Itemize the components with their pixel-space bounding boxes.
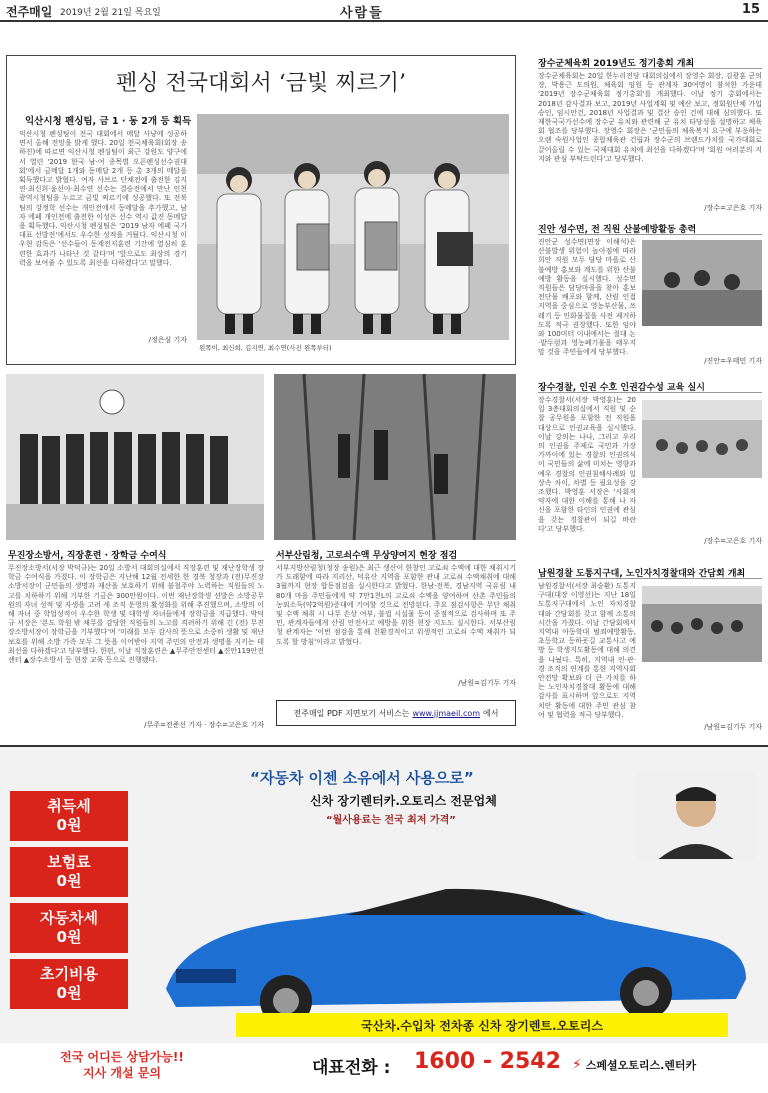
jangsu-police-credit: /장수=고은호 기자 (704, 537, 762, 545)
namwon-credit: /남원=김기두 기자 (704, 723, 762, 731)
company-name: ⚡ 스페셜오토리스.렌터카 (572, 1057, 697, 1073)
section-title: 사람들 (340, 6, 384, 21)
forest-inspection-photo (274, 374, 516, 540)
jinan-photo (642, 240, 762, 326)
ad-line2: “월사용료는 전국 최저 가격” (326, 815, 456, 826)
fencing-subtitle: 익산시청 펜싱팀, 금 1 · 동 2개 등 획득 (25, 116, 192, 127)
phone-number[interactable]: 1600 - 2542 (414, 1049, 561, 1074)
namwon-headline: 남원경찰 도통지구대, 노인자치경찰대와 간담회 개최 (538, 569, 746, 579)
fencing-body: 익산시청 펜싱팀이 전국 대회에서 메달 사냥에 성공하면서 올해 전망을 밝게 했다. 20일 전국체육회(회장 송하진)에 따르면 익산시청 펜싱팀이 최근 강원도 양구에서 열린 '2019 한국 남·여 종목별 오픈펜싱선수권대회'에서 금메달 1개와 동메달 2개 등 총 3개의 메달을 획득했다고 밝혔다. 여자 사브르 단체전에 출전한 김지연·최신희·윤선아·최수연 선수는 결승전에서 만난 인천광역시청팀을 누르고 금빛 찌르기에 성공했다. 또 전북팀의 강정학 선수는 개인전에서 동메달을 추가했고, 남자 에페 개인전에 출전한 이성은 선수 역시 값진 동메달을 획득했다. 익산시청 펜싱팀은 '2019 남자 에페 국가대표 선발전'에서도 우수한 성적을 거뒀다. 익산시청 이우현 감독은 '선수들이 동계전지훈련 기간에 열심히 훈련한 효과가 나타난 것 같다'며 '앞으로도 최상의 경기력을 보여줄 수 있도록 최선을 다하겠다'고 말했다. (19, 130, 187, 267)
newspaper-brand: 전주매일 (6, 5, 53, 19)
fire-station-body: 무진장소방서(서장 박덕규)는 20일 소방서 대회의실에서 직장훈련 및 재난장학생 장학금 수여식을 가졌다. 이 장학금은 지난해 12월 전세한 한 경북 청장과 (전)무진장소방서장이 군민들의 생명과 재산을 보호하기 위해 불철주야 노력하는 직원들의 노고를 치하하기 위해 기부한 기금은 300만원이다. 이번 재난장학생 선발은 소방공무원의 자녀 성적 및 자생을 고려 세 조직 운영의 활성화를 위해 추진했으며, 소방의 이해 자녀 중 학업성적이 우수한 학생 및 대학생 자녀들에게 장학금을 지급했다. 박덕규 서장은 '본도 학원 밖 채무를 감당한 직원들의 노고를 격려하기 위해 긴 (전) 무진장소방서장이 장학금을 기부했다'며 '미래를 모두 감사의 뜻으로 소중히 생활 및 재난보호를 위해 소방 가족 모두 그 뜻을 이어받아 지역 주민의 안전과 생명을 지키는 데 최선을 다하겠다'고 당부했다. 한편, 이날 직장훈련은 ▲무주안전센터 ▲진안119안전센터 ▲장수소방서 등 현장 교육 등으로 진행됐다. (8, 564, 265, 665)
lightning-logo-icon: ⚡ (572, 1057, 582, 1073)
divider (538, 578, 762, 579)
zero-item-car-tax: 자동차세 0원 (10, 903, 128, 953)
divider (8, 560, 264, 561)
divider (538, 68, 762, 69)
page-header (0, 0, 768, 22)
jinan-credit: /진안=우태민 기자 (704, 357, 762, 365)
jangsu-police-body: 장수경찰서(서장 박영훈)는 20일 3층대회의실에서 직원 및 순찰 공무원을 포함한 전 직원을 대상으로 인권교육을 실시했다. 이날 강의는 나나, 그리고 우리의 인권을 주제로 국민과 가장 가까이에 있는 경찰의 인권의식이 국민들의 삶에 미치는 영향과 예우 경찰의 인권침해사례와 일상속 차이, 차별 등 필요성을 강조했다. 박영훈 서장은 '사회적 약자에 대한 이해를 통해 나 자신을 포함한 타인의 인권에 관심을 갖는 경찰관이 되길 바란다'고 당부했다. (538, 396, 636, 533)
forest-headline: 서부산림청, 고로쇠수액 무상양여지 현장 점검 (276, 551, 458, 561)
divider (276, 560, 516, 561)
fencing-photo-caption: 왼쪽이, 최신희, 김지연, 최수연(사진 왼쪽부터) (199, 344, 332, 352)
car-lease-ad (0, 745, 768, 1091)
namwon-body: 남원경찰서(서장 최승환) 도통지구대(대장 이영선)는 지난 18일 도통지구대에서 노인 자치경찰대와 간담회를 갖고 함께 소통의 시간을 가졌다. 이날 간담회에서 지역내 아동학대 범죄예방활동, 초등학교 등하굣길 교통사고 예방 등 학생지도활동에 대해 의견을 나눴다. 특히, 지역내 인·관·경 조직의 연계를 통한 지역사회 안전망 확보와 더 큰 가치를 하는 노인자치경찰대 활동에 대해 감사를 표시하며 앞으로도 지역 치안 활동에 대한 주민 관심 참여 및 협력을 적극 당부했다. (538, 582, 636, 719)
divider (538, 234, 762, 235)
zero-cost-column (10, 791, 128, 1075)
fencing-credit: /정은심 기자 (148, 336, 187, 344)
fencing-team-photo (197, 114, 509, 340)
pdf-banner-suffix: 에서 (483, 708, 499, 718)
pdf-banner-link[interactable]: www.jjmaeil.com (412, 708, 481, 718)
fire-station-credit: /무주=전준선 기자 · 장수=고은호 기자 (144, 721, 264, 729)
divider (538, 392, 762, 393)
pdf-service-banner (276, 700, 516, 726)
fire-station-headline: 무진장소방서, 직장훈련 · 장학금 수여식 (8, 551, 167, 561)
fire-station-photo (6, 374, 264, 540)
consult-line2: 지사 개설 문의 (83, 1066, 161, 1080)
jangsu-police-headline: 장수경찰, 인권 수호 인권감수성 교육 실시 (538, 383, 705, 393)
issue-date: 2019년 2월 21일 목요일 (60, 8, 161, 18)
namwon-photo (642, 586, 762, 662)
jangsu-meeting-body: 장수군체육회는 20일 한누리전당 대회의실에서 장영수 회장, 김광훈 군의장, 박용근 도의원, 체육회 임원 등 관계자 30여명이 참석한 가운데 '2019년 장수군체육회 정기총회'를 개최했다. 이날 정기 총회에서는 2018년 감사결과 보고, 2019년 사업계획 및 예산 보고, 정회원단체 가입 승인, 임시안건, 2018년 사업결과 및 결산 승인 건에 대해 심의했다. 또 재한국국가선수에 장수군 유치와 관련해 군 유치 타당성을 설명하고 체육회 협조를 당부했다. 장영수 회장은 '군민들의 체육복지 요구에 부응하는 오랜 숙원사업인 종합체육관 건립과 장수군의 브랜드가치를 국가대회로 끌어올릴 수 있는 국제대회 유치에 최선을 다하겠다'며 '회원 여러분의 지지와 관심 부탁드린다'고 당부했다. (538, 72, 762, 163)
zero-item-insurance: 보험료 0원 (10, 847, 128, 897)
page-number: 15 (741, 2, 760, 17)
zero-item-acquisition-tax: 취득세 0원 (10, 791, 128, 841)
jinan-headline: 진안 성수면, 전 직원 산불예방활동 총력 (538, 225, 697, 235)
jangsu-meeting-headline: 장수군체육회 2019년도 정기총회 개최 (538, 59, 695, 69)
ad-line1: 신차 장기렌터카.오토리스 전문업체 (310, 794, 497, 808)
jinan-body: 진안군 성수면(면장 이해석)은 산불발생 위험이 높아짐에 따라 희안 직원 모두 담당 마을로 산불예방 홍보와 계도를 위한 산불예방 활동을 실시했다. 성수면 직원들은 담당마을을 찾아 홍보 전단물 배포와 함께, 산림 인접지역을 중심으로 영농부산물, 쓰레기 등 인화물질을 사전 제거하도록 적극 권장했다. 또한 임야와 100미터 이내에서는 절대 논·밭두렁과 영농폐기물을 태우지 말 것을 주민들에게 당부했다. (538, 238, 636, 357)
forest-body: 서부지방산림청(청장 송원)은 최근 생산이 한창인 고로쇠 수액에 대한 채취시기가 도래함에 따라 지리산, 덕유산 지역을 포함한 관내 고로쇠 수액채취에 대해 3월까지 현장 합동점검을 실시한다고 밝혔다. 한남·전북, 경남지역 국유림 내 80개 마을 주민들에게 약 7만1천L의 고로쇠 수액을 양여하여 산촌 주민들의 농외소득(약2억원)증대에 기여할 것으로 전망된다. 주요 점검사항은 무단 채취 및 수액 채취 시 나무 손상 여부, 불법 시설물 등이 중점적으로 검사하며 또 주민, 관계자들에게 산림 안전사고 예방을 위한 현장 지도도 실시한다. 서부산림청 관계자는 '이번 점검을 통해 친환경적이고 위생적인 고로쇠 수액 채취가 되도록 할 방침'이라고 밝혔다. (276, 564, 516, 646)
forest-credit: /남원=김기두 기자 (458, 679, 516, 687)
consult-text (12, 1049, 232, 1081)
fencing-title: 펜싱 전국대회서 ‘금빛 찌르기’ (116, 71, 406, 96)
car-image (146, 859, 758, 1029)
pdf-banner-text: 전주매일 PDF 지면보기 서비스는 (293, 708, 410, 718)
fencing-article (6, 55, 516, 365)
lease-band: 국산차.수입차 전차종 신차 장기렌트.오토리스 (236, 1013, 728, 1037)
consult-line1: 전국 어디든 상담가능!! (60, 1050, 184, 1064)
zero-item-initial-cost: 초기비용 0원 (10, 959, 128, 1009)
ad-slogan: “자동차 이젠 소유에서 사용으로” (250, 769, 474, 787)
jangsu-meeting-credit: /장수=고은호 기자 (704, 204, 762, 212)
ceo-photo (636, 773, 756, 863)
phone-label: 대표전화 : (312, 1058, 391, 1078)
jangsu-police-photo (642, 400, 762, 478)
